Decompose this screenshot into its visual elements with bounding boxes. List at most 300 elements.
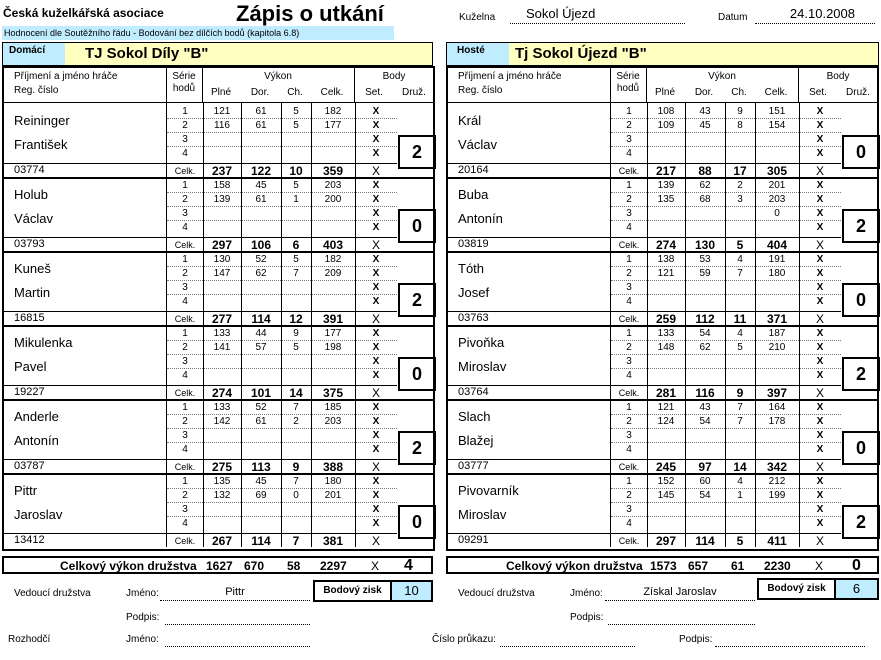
series-value: 138 <box>657 254 675 265</box>
series-value: 9 <box>736 386 744 400</box>
player-surname: Král <box>458 113 482 128</box>
series-number: 4 <box>626 222 632 233</box>
set-mark: X <box>372 194 380 205</box>
set-mark: X <box>372 208 380 219</box>
away-vedouci-label: Vedoucí družstva <box>458 588 535 599</box>
series-value: 9 <box>292 460 300 474</box>
series-value: 277 <box>211 312 233 326</box>
series-value: 371 <box>766 312 788 326</box>
col-plne-label: Plné <box>654 87 675 98</box>
player-reg: 19227 <box>14 386 45 398</box>
series-grid <box>166 473 397 547</box>
series-grid <box>166 399 397 473</box>
col-vykon-label: Výkon <box>264 71 292 82</box>
home-total-row <box>2 556 433 574</box>
set-mark: X <box>816 180 824 191</box>
series-value: 54 <box>699 490 711 501</box>
player-reg: 03787 <box>14 460 45 472</box>
away-jmeno-field[interactable]: Získal Jaroslav <box>605 586 755 601</box>
set-mark: X <box>371 386 380 400</box>
series-row <box>611 179 841 193</box>
player-name-cell <box>448 473 610 547</box>
series-value: 9 <box>293 328 299 339</box>
player-reg: 16815 <box>14 312 45 324</box>
series-value: 4 <box>737 254 743 265</box>
series-number: 2 <box>626 120 632 131</box>
series-value: 274 <box>655 238 677 252</box>
series-value: 45 <box>699 120 711 131</box>
set-mark: X <box>816 106 824 117</box>
set-mark: X <box>816 254 824 265</box>
set-mark: X <box>815 386 824 400</box>
series-grid <box>166 177 397 251</box>
sum-label: Celk. <box>174 388 196 398</box>
series-value: 62 <box>255 268 267 279</box>
series-grid <box>166 325 397 399</box>
home-banner <box>2 42 433 66</box>
home-team-name: TJ Sokol Díly "B" <box>65 43 432 65</box>
series-number: 3 <box>182 356 188 367</box>
col-set-label: Set. <box>809 87 827 98</box>
set-mark: X <box>816 370 824 381</box>
series-row <box>611 105 841 119</box>
series-value: 297 <box>211 238 233 252</box>
series-row <box>167 221 397 235</box>
col-hodu-label: hodů <box>172 83 196 94</box>
series-row <box>167 517 397 531</box>
col-serie-label: Série <box>616 71 640 82</box>
series-value: 203 <box>324 180 342 191</box>
series-number: 2 <box>182 194 188 205</box>
series-row <box>611 355 841 369</box>
series-value: 112 <box>695 312 715 326</box>
series-value: 198 <box>324 342 342 353</box>
series-number: 4 <box>182 518 188 529</box>
set-mark: X <box>816 222 824 233</box>
series-number: 1 <box>182 180 188 191</box>
series-grid <box>610 103 841 177</box>
player-firstname: Antonín <box>14 433 59 448</box>
sum-label: Celk. <box>174 462 196 472</box>
player-block <box>4 177 433 253</box>
player-surname: Reininger <box>14 113 70 128</box>
series-number: 1 <box>626 328 632 339</box>
player-surname: Buba <box>458 187 489 202</box>
col-divider <box>166 68 167 102</box>
series-value: 199 <box>768 490 786 501</box>
player-firstname: Jaroslav <box>14 507 63 522</box>
series-value: 14 <box>733 460 747 474</box>
set-mark: X <box>816 430 824 441</box>
series-value: 8 <box>737 120 743 131</box>
series-value: 88 <box>698 164 712 178</box>
set-mark: X <box>372 518 380 529</box>
series-row <box>611 221 841 235</box>
player-reg: 09291 <box>458 534 489 546</box>
player-reg-number <box>448 163 610 178</box>
series-number: 3 <box>182 504 188 515</box>
player-reg-number <box>4 311 166 326</box>
series-row <box>167 503 397 517</box>
series-value: 57 <box>255 342 267 353</box>
series-row <box>167 179 397 193</box>
rozhodci-jmeno-field[interactable] <box>165 632 310 647</box>
set-mark: X <box>815 312 824 326</box>
series-row <box>167 267 397 281</box>
home-bodovy-value: 10 <box>392 580 433 602</box>
series-sum-row <box>611 311 841 326</box>
series-number: 4 <box>182 444 188 455</box>
series-value: 53 <box>699 254 711 265</box>
series-value: 44 <box>255 328 267 339</box>
home-podpis-field[interactable] <box>165 610 310 625</box>
series-sum-row <box>611 385 841 400</box>
series-value: 203 <box>768 194 786 205</box>
player-block <box>4 251 433 327</box>
series-grid <box>610 251 841 325</box>
set-mark: X <box>816 518 824 529</box>
series-value: 201 <box>324 490 342 501</box>
series-value: 135 <box>657 194 675 205</box>
kuzelna-label: Kuželna <box>459 12 496 23</box>
series-number: 3 <box>182 430 188 441</box>
col-body-label: Body <box>826 71 850 82</box>
series-value: 114 <box>251 312 271 326</box>
col-plne-label: Plné <box>210 87 231 98</box>
series-value: 17 <box>733 164 747 178</box>
series-row <box>611 341 841 355</box>
player-firstname: Antonín <box>458 211 503 226</box>
series-value: 154 <box>768 120 786 131</box>
series-row <box>167 193 397 207</box>
away-jmeno-label: Jméno: <box>570 588 603 599</box>
series-sum-row <box>167 163 397 178</box>
series-number: 2 <box>182 342 188 353</box>
series-number: 3 <box>626 208 632 219</box>
set-mark: X <box>372 120 380 131</box>
series-value: 141 <box>213 342 231 353</box>
series-value: 7 <box>293 476 299 487</box>
series-value: 61 <box>255 120 267 131</box>
player-name-cell <box>448 103 610 177</box>
player-name-cell <box>448 325 610 399</box>
set-mark: X <box>372 106 380 117</box>
series-value: 147 <box>213 268 231 279</box>
series-row <box>167 327 397 341</box>
series-value: 5 <box>736 238 744 252</box>
series-grid <box>166 103 397 177</box>
series-value: 267 <box>211 534 233 548</box>
home-bodovy-label: Bodový zisk <box>313 580 392 602</box>
sum-label: Celk. <box>618 166 640 176</box>
series-value: 4 <box>737 476 743 487</box>
series-value: 185 <box>324 402 342 413</box>
series-number: 4 <box>182 148 188 159</box>
series-value: 61 <box>255 416 267 427</box>
player-surname: Mikulenka <box>14 335 73 350</box>
col-hodu-label: hodů <box>616 83 640 94</box>
player-firstname: Pavel <box>14 359 47 374</box>
set-mark: X <box>372 444 380 455</box>
series-value: 121 <box>657 268 675 279</box>
player-reg: 03763 <box>458 312 489 324</box>
series-value: 152 <box>657 476 675 487</box>
player-reg: 03819 <box>458 238 489 250</box>
datum-field[interactable]: 24.10.2008 <box>755 6 875 24</box>
series-value: 116 <box>214 120 230 131</box>
kuzelna-field[interactable]: Sokol Újezd <box>510 6 685 24</box>
rozhodci-jmeno-label: Jméno: <box>126 634 159 645</box>
series-row <box>167 119 397 133</box>
sum-label: Celk. <box>174 314 196 324</box>
set-mark: X <box>816 476 824 487</box>
cislo-prukazu-field[interactable] <box>500 632 635 647</box>
player-firstname: Josef <box>458 285 490 300</box>
series-value: 5 <box>293 254 299 265</box>
player-reg-number <box>4 163 166 178</box>
series-value: 259 <box>655 312 677 326</box>
team-points-box: 0 <box>398 505 436 539</box>
series-value: 45 <box>255 476 267 487</box>
away-total-plne: 1573 <box>650 559 677 573</box>
col-name-label: Příjmení a jméno hráče <box>458 71 562 82</box>
series-number: 3 <box>626 282 632 293</box>
player-surname: Slach <box>458 409 491 424</box>
player-reg-number <box>448 311 610 326</box>
series-number: 2 <box>182 490 188 501</box>
set-mark: X <box>372 134 380 145</box>
series-value: 59 <box>699 268 711 279</box>
series-number: 4 <box>182 296 188 307</box>
series-number: 4 <box>626 444 632 455</box>
col-ch-label: Ch. <box>731 87 747 98</box>
set-mark: X <box>816 490 824 501</box>
series-value: 0 <box>293 490 299 501</box>
home-column-header <box>4 68 433 103</box>
away-bodovy-label: Bodový zisk <box>757 578 836 600</box>
series-number: 4 <box>626 370 632 381</box>
player-reg-number <box>448 237 610 252</box>
player-name-cell <box>4 473 166 547</box>
team-points-box: 2 <box>842 505 880 539</box>
rozhodci-label: Rozhodčí <box>8 634 51 645</box>
set-mark: X <box>371 164 380 178</box>
set-mark: X <box>372 180 380 191</box>
set-mark: X <box>816 148 824 159</box>
sum-label: Celk. <box>618 240 640 250</box>
set-mark: X <box>816 134 824 145</box>
player-name-cell <box>4 103 166 177</box>
sum-label: Celk. <box>174 240 196 250</box>
set-mark: X <box>372 504 380 515</box>
set-mark: X <box>816 194 824 205</box>
player-reg-number <box>448 533 610 548</box>
player-surname: Pivovarník <box>458 483 519 498</box>
series-row <box>167 281 397 295</box>
series-row <box>611 327 841 341</box>
series-value: 139 <box>657 180 675 191</box>
series-value: 12 <box>289 312 303 326</box>
away-total-ch: 61 <box>731 559 745 573</box>
series-row <box>611 443 841 457</box>
series-value: 109 <box>657 120 675 131</box>
series-value: 122 <box>250 164 272 178</box>
series-sum-row <box>167 311 397 326</box>
sum-label: Celk. <box>618 536 640 546</box>
col-set-label: Set. <box>365 87 383 98</box>
series-grid <box>166 251 397 325</box>
series-row <box>167 429 397 443</box>
series-value: 5 <box>293 106 299 117</box>
player-block <box>448 399 877 475</box>
player-name-cell <box>448 177 610 251</box>
series-value: 411 <box>767 534 787 548</box>
series-sum-row <box>611 163 841 178</box>
series-row <box>611 415 841 429</box>
player-reg-number <box>4 385 166 400</box>
series-value: 3 <box>737 194 743 205</box>
series-value: 130 <box>694 238 716 252</box>
series-value: 5 <box>736 534 744 548</box>
col-celk-label: Celk. <box>320 87 344 98</box>
series-value: 133 <box>213 402 231 413</box>
series-value: 217 <box>655 164 677 178</box>
col-dor-label: Dor. <box>250 87 270 98</box>
player-name-cell <box>448 251 610 325</box>
team-points-box: 0 <box>842 431 880 465</box>
set-mark: X <box>371 312 380 326</box>
series-row <box>167 147 397 161</box>
series-value: 388 <box>322 460 344 474</box>
col-celk-label: Celk. <box>764 87 788 98</box>
home-jmeno-field[interactable]: Pittr <box>160 586 310 601</box>
series-value: 108 <box>657 106 675 117</box>
series-row <box>167 133 397 147</box>
player-name-cell <box>4 325 166 399</box>
col-reg-label: Reg. číslo <box>458 85 503 96</box>
set-mark: X <box>816 356 824 367</box>
series-value: 5 <box>737 342 743 353</box>
series-value: 62 <box>699 180 711 191</box>
series-value: 381 <box>322 534 344 548</box>
col-body-label: Body <box>382 71 406 82</box>
series-value: 375 <box>322 386 344 400</box>
series-number: 2 <box>626 194 632 205</box>
sum-label: Celk. <box>618 462 640 472</box>
series-row <box>611 207 841 221</box>
series-number: 1 <box>182 106 188 117</box>
set-mark: X <box>816 504 824 515</box>
player-reg-number <box>4 459 166 474</box>
team-points-box: 0 <box>842 135 880 169</box>
series-value: 397 <box>766 386 788 400</box>
player-block <box>448 473 877 547</box>
home-total-plne: 1627 <box>206 559 233 573</box>
set-mark: X <box>815 238 824 252</box>
series-number: 1 <box>182 254 188 265</box>
series-row <box>611 295 841 309</box>
away-podpis-label: Podpis: <box>570 612 604 623</box>
sum-label: Celk. <box>174 536 196 546</box>
series-value: 0 <box>774 208 780 219</box>
player-name-cell <box>448 399 610 473</box>
series-value: 7 <box>293 268 299 279</box>
series-number: 4 <box>182 222 188 233</box>
home-vedouci-label: Vedoucí družstva <box>14 588 91 599</box>
rozhodci-podpis-field[interactable] <box>715 632 865 647</box>
player-block <box>4 103 433 179</box>
series-row <box>611 253 841 267</box>
series-value: 391 <box>322 312 344 326</box>
series-value: 52 <box>255 402 267 413</box>
series-number: 4 <box>182 370 188 381</box>
series-row <box>611 429 841 443</box>
series-number: 3 <box>626 430 632 441</box>
col-druz-label: Druž. <box>402 87 426 98</box>
player-reg-number <box>448 385 610 400</box>
series-value: 1 <box>737 490 743 501</box>
set-mark: X <box>372 356 380 367</box>
series-value: 62 <box>699 342 711 353</box>
player-firstname: Miroslav <box>458 507 507 522</box>
series-row <box>167 415 397 429</box>
series-value: 113 <box>251 460 271 474</box>
series-row <box>611 193 841 207</box>
series-row <box>611 475 841 489</box>
series-value: 182 <box>324 106 342 117</box>
rozhodci-podpis-label: Podpis: <box>679 634 713 645</box>
series-row <box>167 105 397 119</box>
series-value: 180 <box>768 268 786 279</box>
series-number: 3 <box>182 134 188 145</box>
home-total-ch: 58 <box>287 559 301 573</box>
player-reg: 03764 <box>458 386 489 398</box>
series-number: 2 <box>626 416 632 427</box>
set-mark: X <box>372 476 380 487</box>
series-value: 210 <box>768 342 786 353</box>
series-value: 342 <box>766 460 788 474</box>
series-row <box>167 253 397 267</box>
series-value: 60 <box>699 476 711 487</box>
series-value: 148 <box>657 342 675 353</box>
series-value: 275 <box>211 460 233 474</box>
series-value: 52 <box>255 254 267 265</box>
player-reg: 03774 <box>14 164 45 176</box>
series-number: 2 <box>626 490 632 501</box>
series-row <box>611 133 841 147</box>
away-podpis-field[interactable] <box>608 610 755 625</box>
away-banner <box>446 42 879 66</box>
series-value: 274 <box>211 386 233 400</box>
set-mark: X <box>372 254 380 265</box>
set-mark: X <box>372 222 380 233</box>
player-firstname: Václav <box>14 211 54 226</box>
series-row <box>167 443 397 457</box>
set-mark: X <box>815 164 824 178</box>
series-row <box>611 401 841 415</box>
home-total-dor: 670 <box>244 559 265 573</box>
series-sum-row <box>167 533 397 548</box>
set-mark: X <box>372 402 380 413</box>
series-number: 3 <box>626 356 632 367</box>
series-value: 203 <box>324 416 342 427</box>
series-row <box>611 517 841 531</box>
player-reg-number <box>4 533 166 548</box>
set-mark: X <box>816 282 824 293</box>
set-mark: X <box>816 268 824 279</box>
series-number: 3 <box>182 208 188 219</box>
series-number: 1 <box>182 328 188 339</box>
